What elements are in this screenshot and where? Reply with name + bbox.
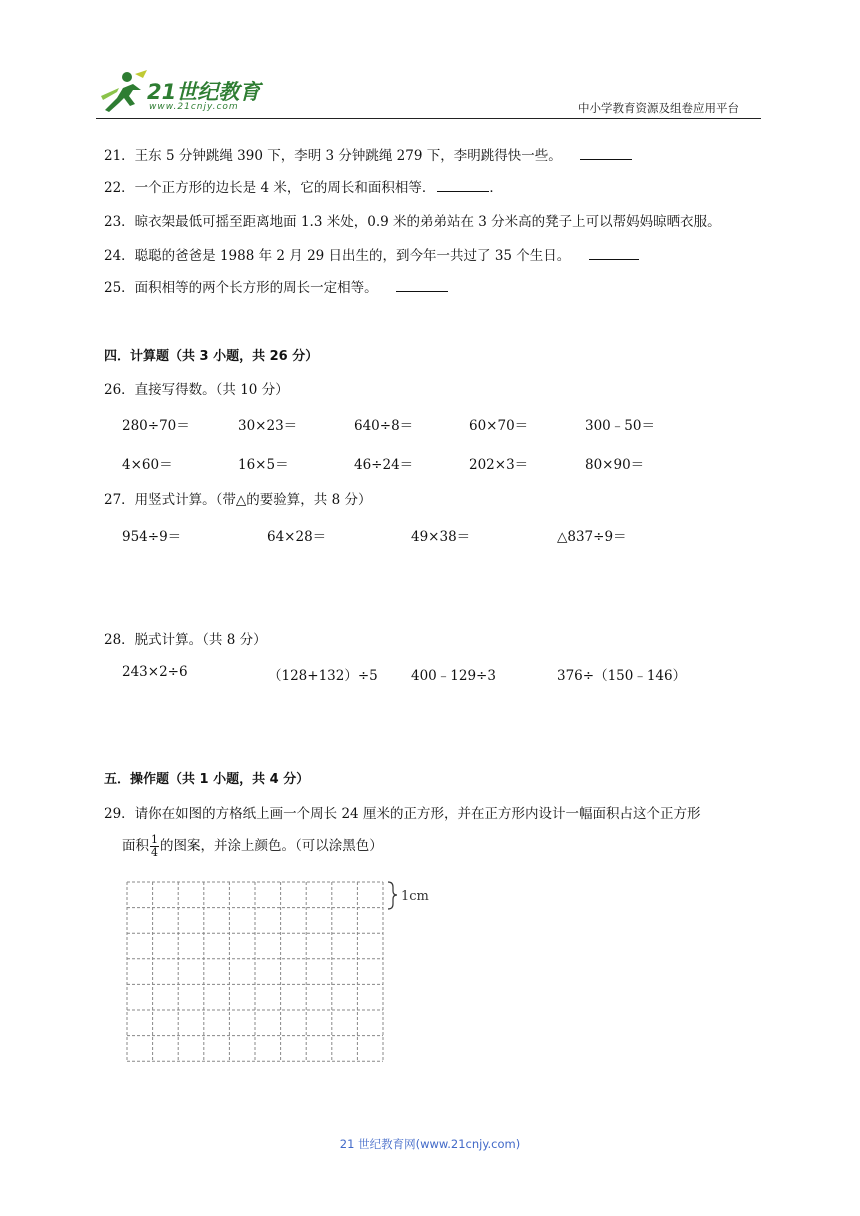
q26-expr: 280÷70＝ — [122, 418, 190, 434]
question-25 — [104, 276, 448, 296]
q26-expr: 640÷8＝ — [354, 418, 414, 434]
question-text: 25．面积相等的两个长方形的周长一定相等。 — [104, 280, 378, 296]
q28-expr: 243×2÷6 — [122, 664, 188, 680]
answer-blank[interactable] — [580, 147, 632, 160]
question-28-title: 28．脱式计算。（共 8 分） — [104, 632, 267, 648]
q27-expr: △837÷9＝ — [557, 529, 627, 545]
question-text: 24．聪聪的爸爸是 1988 年 2 月 29 日出生的，到今年一共过了 35 个生日。 — [104, 248, 571, 264]
header-tagline: 中小学教育资源及组卷应用平台 — [578, 101, 739, 115]
grid-lines — [127, 882, 383, 1061]
site-logo — [97, 70, 267, 116]
footer-text: 21 世纪教育网(www.21cnjy.com) — [339, 1137, 521, 1151]
question-29-line1: 29．请你在如图的方格纸上画一个周长 24 厘米的正方形，并在正方形内设计一幅面积占这个正方形 — [104, 806, 701, 822]
question-21 — [104, 144, 632, 164]
answer-blank[interactable] — [396, 279, 448, 292]
logo-url: www.21cnjy.com — [149, 102, 239, 112]
question-text: 21．王东 5 分钟跳绳 390 下，李明 3 分钟跳绳 279 下，李明跳得快一些。 — [104, 148, 562, 164]
answer-blank[interactable] — [589, 247, 639, 260]
q26-expr: 60×70＝ — [469, 418, 529, 434]
question-22 — [104, 176, 503, 196]
question-27-title: 27．用竖式计算。（带△的要验算，共 8 分） — [104, 492, 372, 508]
header-divider — [96, 118, 761, 119]
q27-expr: 64×28＝ — [267, 529, 327, 545]
fraction-numerator: 1 — [151, 833, 158, 846]
section-5-title: 五．操作题（共 1 小题，共 4 分） — [104, 772, 310, 787]
question-26-title: 26．直接写得数。（共 10 分） — [104, 382, 289, 398]
q26-expr: 202×3＝ — [469, 457, 529, 473]
q26-expr: 30×23＝ — [238, 418, 298, 434]
logo-text: 21世纪教育 — [147, 80, 261, 104]
q27-expr: 49×38＝ — [411, 529, 471, 545]
fraction-one-quarter — [150, 834, 159, 859]
q26-expr: 4×60＝ — [122, 457, 173, 473]
grid-scale-label: 1cm — [401, 889, 429, 904]
runner-logo-icon — [97, 70, 149, 114]
q29-suffix: 的图案，并涂上颜色。（可以涂黑色） — [160, 838, 383, 854]
q28-expr: 376÷（150﹣146） — [557, 668, 687, 684]
q26-expr: 300﹣50＝ — [585, 418, 655, 434]
q28-expr: （128+132）÷5 — [268, 668, 378, 684]
fraction-denominator: 4 — [151, 846, 158, 859]
question-suffix: ． — [489, 180, 503, 196]
answer-blank[interactable] — [437, 179, 489, 192]
grid-paper[interactable] — [120, 875, 450, 1070]
question-text: 23．晾衣架最低可摇至距离地面 1.3 米处，0.9 米的弟弟站在 3 分米高的凳子上可以帮妈妈晾晒衣服。 — [104, 214, 721, 230]
q29-prefix: 面积 — [122, 838, 149, 854]
q26-expr: 16×5＝ — [238, 457, 289, 473]
question-text: 22．一个正方形的边长是 4 米，它的周长和面积相等． — [104, 180, 436, 196]
question-23 — [104, 210, 721, 230]
q26-expr: 46÷24＝ — [354, 457, 414, 473]
question-29-line2 — [122, 834, 383, 859]
q28-expr: 400﹣129÷3 — [411, 668, 496, 684]
question-24 — [104, 244, 639, 264]
brace-icon — [388, 882, 397, 909]
section-4-title: 四．计算题（共 3 小题，共 26 分） — [104, 349, 319, 364]
q27-expr: 954÷9＝ — [122, 529, 182, 545]
q26-expr: 80×90＝ — [585, 457, 645, 473]
